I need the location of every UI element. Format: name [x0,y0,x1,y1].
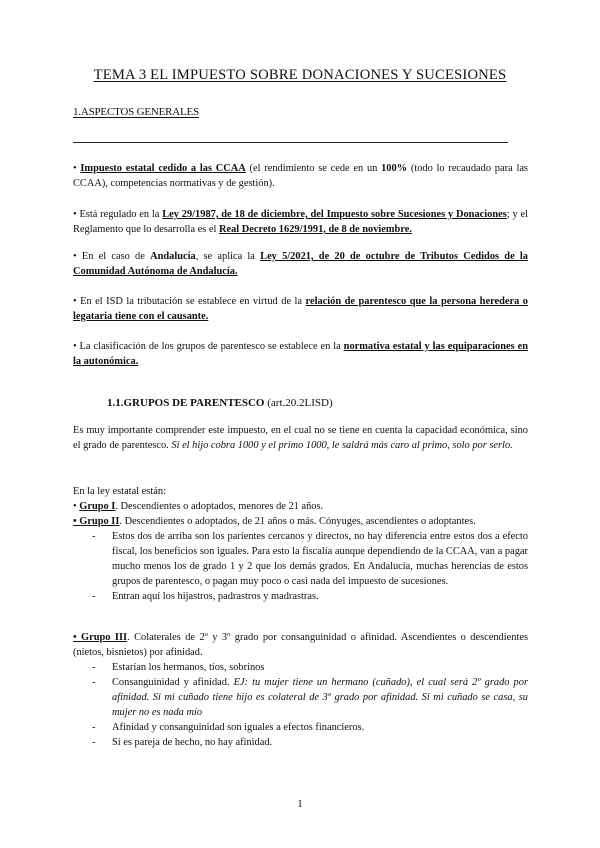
bullet-clasificacion: • La clasificación de los grupos de parentesco se establece en la normativa estatal y las equiparaciones en la autonómica. [73,341,528,367]
bullet-regulacion: • Está regulado en la Ley 29/1987, de 18 de diciembre, del Impuesto sobre Sucesiones y Donaciones; y el Reglamento que lo desarrolla es el Real Decreto 1629/1991, de 8 de noviembre. [73,209,528,235]
page-number: 1 [297,798,303,810]
bullet-tributacion: • En el ISD la tributación se establece en virtud de la relación de parentesco que la persona heredera o legataria tiene con el causante. [73,296,528,322]
list-item: - Entran aquí los hijastros, padrastros y madrastras. [92,591,319,602]
list-item: - Estarían los hermanos, tíos, sobrinos [92,662,265,673]
grupo-iii-list [92,660,528,750]
law-reference: Ley 29/1987, de 18 de diciembre, del Impuesto sobre Sucesiones y Donaciones [162,209,507,220]
list-item: - Si es pareja de hecho, no hay afinidad. [92,737,273,748]
ley-estatal-label: En la ley estatal están: [73,486,166,497]
decree-reference: Real Decreto 1629/1991, de 8 de noviembre. [219,224,412,235]
grupo-iii: • Grupo III. Colaterales de 2º y 3º grado por consanguinidad o afinidad. Ascendientes o descendientes (nietos, bisnietos) por afinidad. [73,632,528,658]
list-item: - Consanguinidad y afinidad. EJ: tu mujer tiene un hermano (cuñado), el cual será 2º grado por afinidad. Si mi cuñado tiene hijo es colateral de 3º grado por afinidad. Si mi cuñado se casa, su mujer no es nada mío [92,677,528,718]
law-reference-andalucia: Ley 5/2021, de 20 de octubre de Tributos Cedidos de la Comunidad Autónoma de Andalucía. [73,251,528,277]
bullet-andalucia: • En el caso de Andalucía, se aplica la Ley 5/2021, de 20 de octubre de Tributos Cedidos de la Comunidad Autónoma de Andalucía. [73,251,528,277]
intro-paragraph: Es muy importante comprender este impuesto, en el cual no se tiene en cuenta la capacidad económica, sino el grado de parentesco. Si el hijo cobra 1000 y el primo 1000, le saldrá más caro al primo, solo por serlo. [73,425,528,451]
bullet-emphasis: Impuesto estatal cedido a las CCAA [80,163,246,174]
list-item: - Afinidad y consanguinidad son iguales a efectos financieros. [92,722,365,733]
section-heading-aspectos-generales: 1.ASPECTOS GENERALES [73,106,199,118]
grupo-ii: • Grupo II. Descendientes o adoptados, de 21 años o más. Cónyuges, ascendientes o adoptantes. [73,516,476,527]
grupo-i: • Grupo I. Descendientes o adoptados, menores de 21 años. [73,501,324,512]
page-title: TEMA 3 EL IMPUESTO SOBRE DONACIONES Y SUCESIONES [93,67,507,83]
list-item: - Estos dos de arriba son los parientes cercanos y directos, no hay diferencia entre estos dos a efecto fiscal, los beneficios son iguales. Para esto la fiscalía aunque dependiendo de la CCAA, van a pagar mucho menos los de grado 1 y 2 que los demás grados. En Andalucía, muchas herencias de estos grupos de parentesco, o pagan muy poco o casi nada del impuesto de sucesiones. [92,531,528,587]
grupo-ii-list [92,529,528,604]
bullet-dot: • [73,163,81,174]
bullet-impuesto-cedido: • Impuesto estatal cedido a las CCAA (el rendimiento se cede en un 100% (todo lo recaudado para las CCAA), competencias normativas y de gestión). [73,163,528,189]
horizontal-divider [73,142,508,143]
section-heading-grupos-parentesco: 1.1.GRUPOS DE PARENTESCO (art.20.2LISD) [107,397,333,409]
